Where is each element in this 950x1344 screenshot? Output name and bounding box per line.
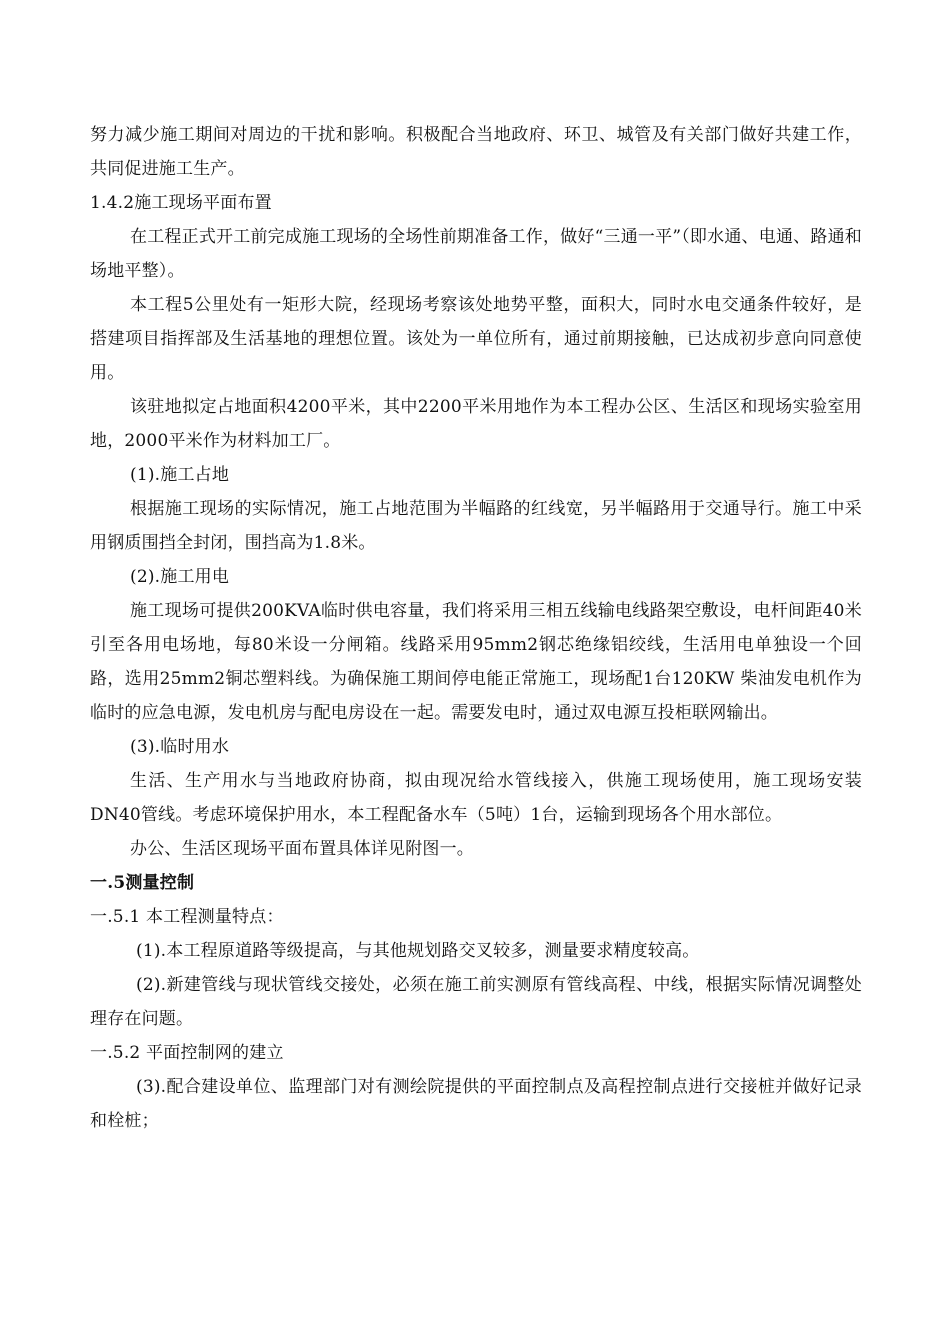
paragraph-three-utilities: 在工程正式开工前完成施工现场的全场性前期准备工作，做好“三通一平”（即水通、电通、路通和场地平整）。	[90, 227, 862, 281]
subheading-water: (3).临时用水	[130, 737, 230, 757]
paragraph-power: 施工现场可提供200KVA临时供电容量，我们将采用三相五线输电线路架空敷设，电杆间距40米引至各用电场地，每80米设一分闸箱。线路采用95mm2钢芯绝缘铝绞线，生活用电单独设一个回路，选用25mm2铜芯塑料线。为确保施工期间停电能正常施工，现场配1台120KW 柴油发电机作为临时的应急电源，发电机房与配电房设在一起。需要发电时，通过双电源互投柜联网输出。	[90, 601, 862, 723]
paragraph-construction-area: 根据施工现场的实际情况，施工占地范围为半幅路的红线宽，另半幅路用于交通导行。施工中采用钢质围挡全封闭，围挡高为1.8米。	[90, 499, 862, 553]
section-heading-1-5-1: 一.5.1 本工程测量特点：	[90, 907, 284, 927]
paragraph-site-area: 该驻地拟定占地面积4200平米，其中2200平米用地作为本工程办公区、生活区和现场实验室用地，2000平米作为材料加工厂。	[90, 397, 862, 451]
section-heading-survey-control: 一.5测量控制	[90, 873, 195, 893]
subheading-power: (2).施工用电	[130, 567, 230, 587]
section-heading-1-4-2: 1.4.2施工现场平面布置	[90, 193, 272, 213]
paragraph-continuation: 努力减少施工期间对周边的干扰和影响。积极配合当地政府、环卫、城管及有关部门做好共建工作，共同促进施工生产。	[90, 125, 862, 179]
section-heading-1-5-2: 一.5.2 平面控制网的建立	[90, 1043, 284, 1063]
paragraph-layout-reference: 办公、生活区现场平面布置具体详见附图一。	[130, 839, 474, 859]
paragraph-water: 生活、生产用水与当地政府协商，拟由现况给水管线接入，供施工现场使用，施工现场安装DN40管线。考虑环境保护用水，本工程配备水车（5吨）1台，运输到现场各个用水部位。	[90, 771, 862, 825]
subheading-construction-area: (1).施工占地	[130, 465, 230, 485]
list-item-survey-1: (1).本工程原道路等级提高，与其他规划路交叉较多，测量要求精度较高。	[136, 941, 700, 961]
list-item-survey-2: (2).新建管线与现状管线交接处，必须在施工前实测原有管线高程、中线，根据实际情况调整处理存在问题。	[90, 975, 862, 1029]
paragraph-site-location: 本工程5公里处有一矩形大院，经现场考察该处地势平整，面积大，同时水电交通条件较好，是搭建项目指挥部及生活基地的理想位置。该处为一单位所有，通过前期接触，已达成初步意向同意使用。	[90, 295, 862, 383]
list-item-survey-3: (3).配合建设单位、监理部门对有测绘院提供的平面控制点及高程控制点进行交接桩并做好记录和栓桩；	[90, 1077, 862, 1131]
document-body	[90, 118, 862, 1138]
